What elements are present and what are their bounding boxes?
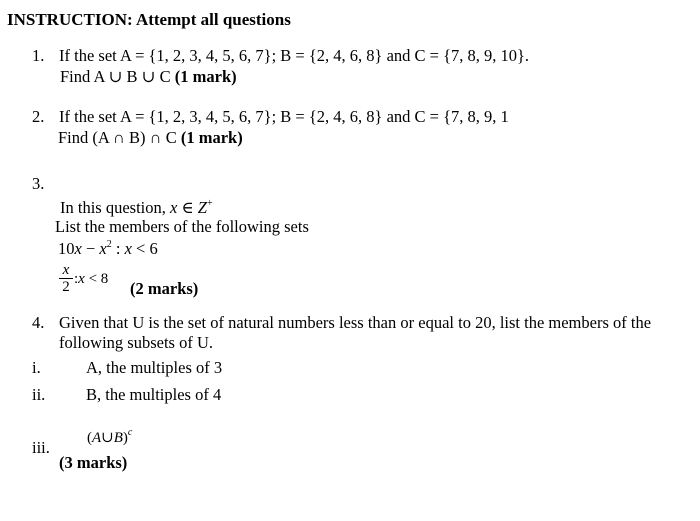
q3-set1-coef: 10 <box>58 239 75 258</box>
q4-item-ii-roman: ii. <box>32 385 46 404</box>
q4-marks-text: (3 marks) <box>59 453 128 472</box>
q2-line2 <box>58 128 243 148</box>
q3-marks <box>130 279 198 299</box>
q1-line2 <box>60 67 237 87</box>
q3-intro-line <box>60 198 213 218</box>
expr-set-a: A <box>92 430 102 446</box>
q2-marks: (1 mark) <box>180 128 243 147</box>
q3-set1-minus: − <box>81 239 100 258</box>
q3-set1-cond: < 6 <box>131 239 158 258</box>
q3-condition-rest: ∈ Z <box>177 198 207 217</box>
q3-list-line: List the members of the following sets <box>55 217 309 236</box>
expr-close-paren: ) <box>122 430 128 446</box>
q3-set1-x: x <box>74 239 82 258</box>
q2-line1: If the set A = {1, 2, 3, 4, 5, 6, 7}; B = {2, 4, 6, 8} and C = {7, 8, 9, 1 <box>59 107 509 126</box>
q3-condition-var: x <box>170 198 178 217</box>
instruction-heading <box>7 10 291 30</box>
q3-set1 <box>58 239 158 259</box>
q3-marks-text: (2 marks) <box>130 279 199 298</box>
q3-set2-colon: : <box>74 271 79 287</box>
expr-union: ∪ <box>101 430 114 446</box>
instruction-prefix: INSTRUCTION: <box>7 10 133 29</box>
q1-number: 1. <box>32 46 45 65</box>
q4-item-i-text: A, the multiples of 3 <box>86 358 223 377</box>
q3-set2-fraction <box>59 262 73 295</box>
q3-set2-numerator: x <box>62 262 70 278</box>
q4-item-ii-text: B, the multiples of 4 <box>86 385 222 404</box>
q4-item-i-roman: i. <box>32 358 41 377</box>
q3-set2-rest: < 8 <box>84 271 109 287</box>
q3-condition-sup: + <box>206 198 213 209</box>
q3-set1-x2: x <box>99 239 107 258</box>
q2-number: 2. <box>32 107 45 126</box>
q3-number: 3. <box>32 174 45 193</box>
q3-set2-denominator: 2 <box>62 279 70 295</box>
q3-intro: In this question, <box>60 198 166 217</box>
q1-marks: (1 mark) <box>174 67 237 86</box>
q3-set2-x: x <box>78 271 85 287</box>
expr-set-b: B <box>113 430 123 446</box>
q3-set1-colon: : <box>111 239 125 258</box>
q1-line2-text: Find A ∪ B ∪ C <box>60 67 175 86</box>
q4-line1: Given that U is the set of natural numbers less than or equal to 20, list the members of the <box>59 313 652 332</box>
q4-marks <box>59 453 127 473</box>
q4-number: 4. <box>32 313 45 332</box>
q3-set1-sup: 2 <box>106 239 112 250</box>
q3-set1-x3: x <box>124 239 132 258</box>
q1-line1: If the set A = {1, 2, 3, 4, 5, 6, 7}; B = {2, 4, 6, 8} and C = {7, 8, 9, 10}. <box>59 46 530 65</box>
q2-line2-text: Find (A ∩ B) ∩ C <box>58 128 181 147</box>
expr-complement: c <box>127 427 133 438</box>
q4-item-iii-expr <box>87 429 132 447</box>
instruction-text: Attempt all questions <box>132 10 291 29</box>
q4-line2: following subsets of U. <box>59 333 213 352</box>
q3-set2-condition <box>74 270 108 288</box>
expr-open-paren: ( <box>87 430 92 446</box>
q4-item-iii-roman: iii. <box>32 438 50 457</box>
